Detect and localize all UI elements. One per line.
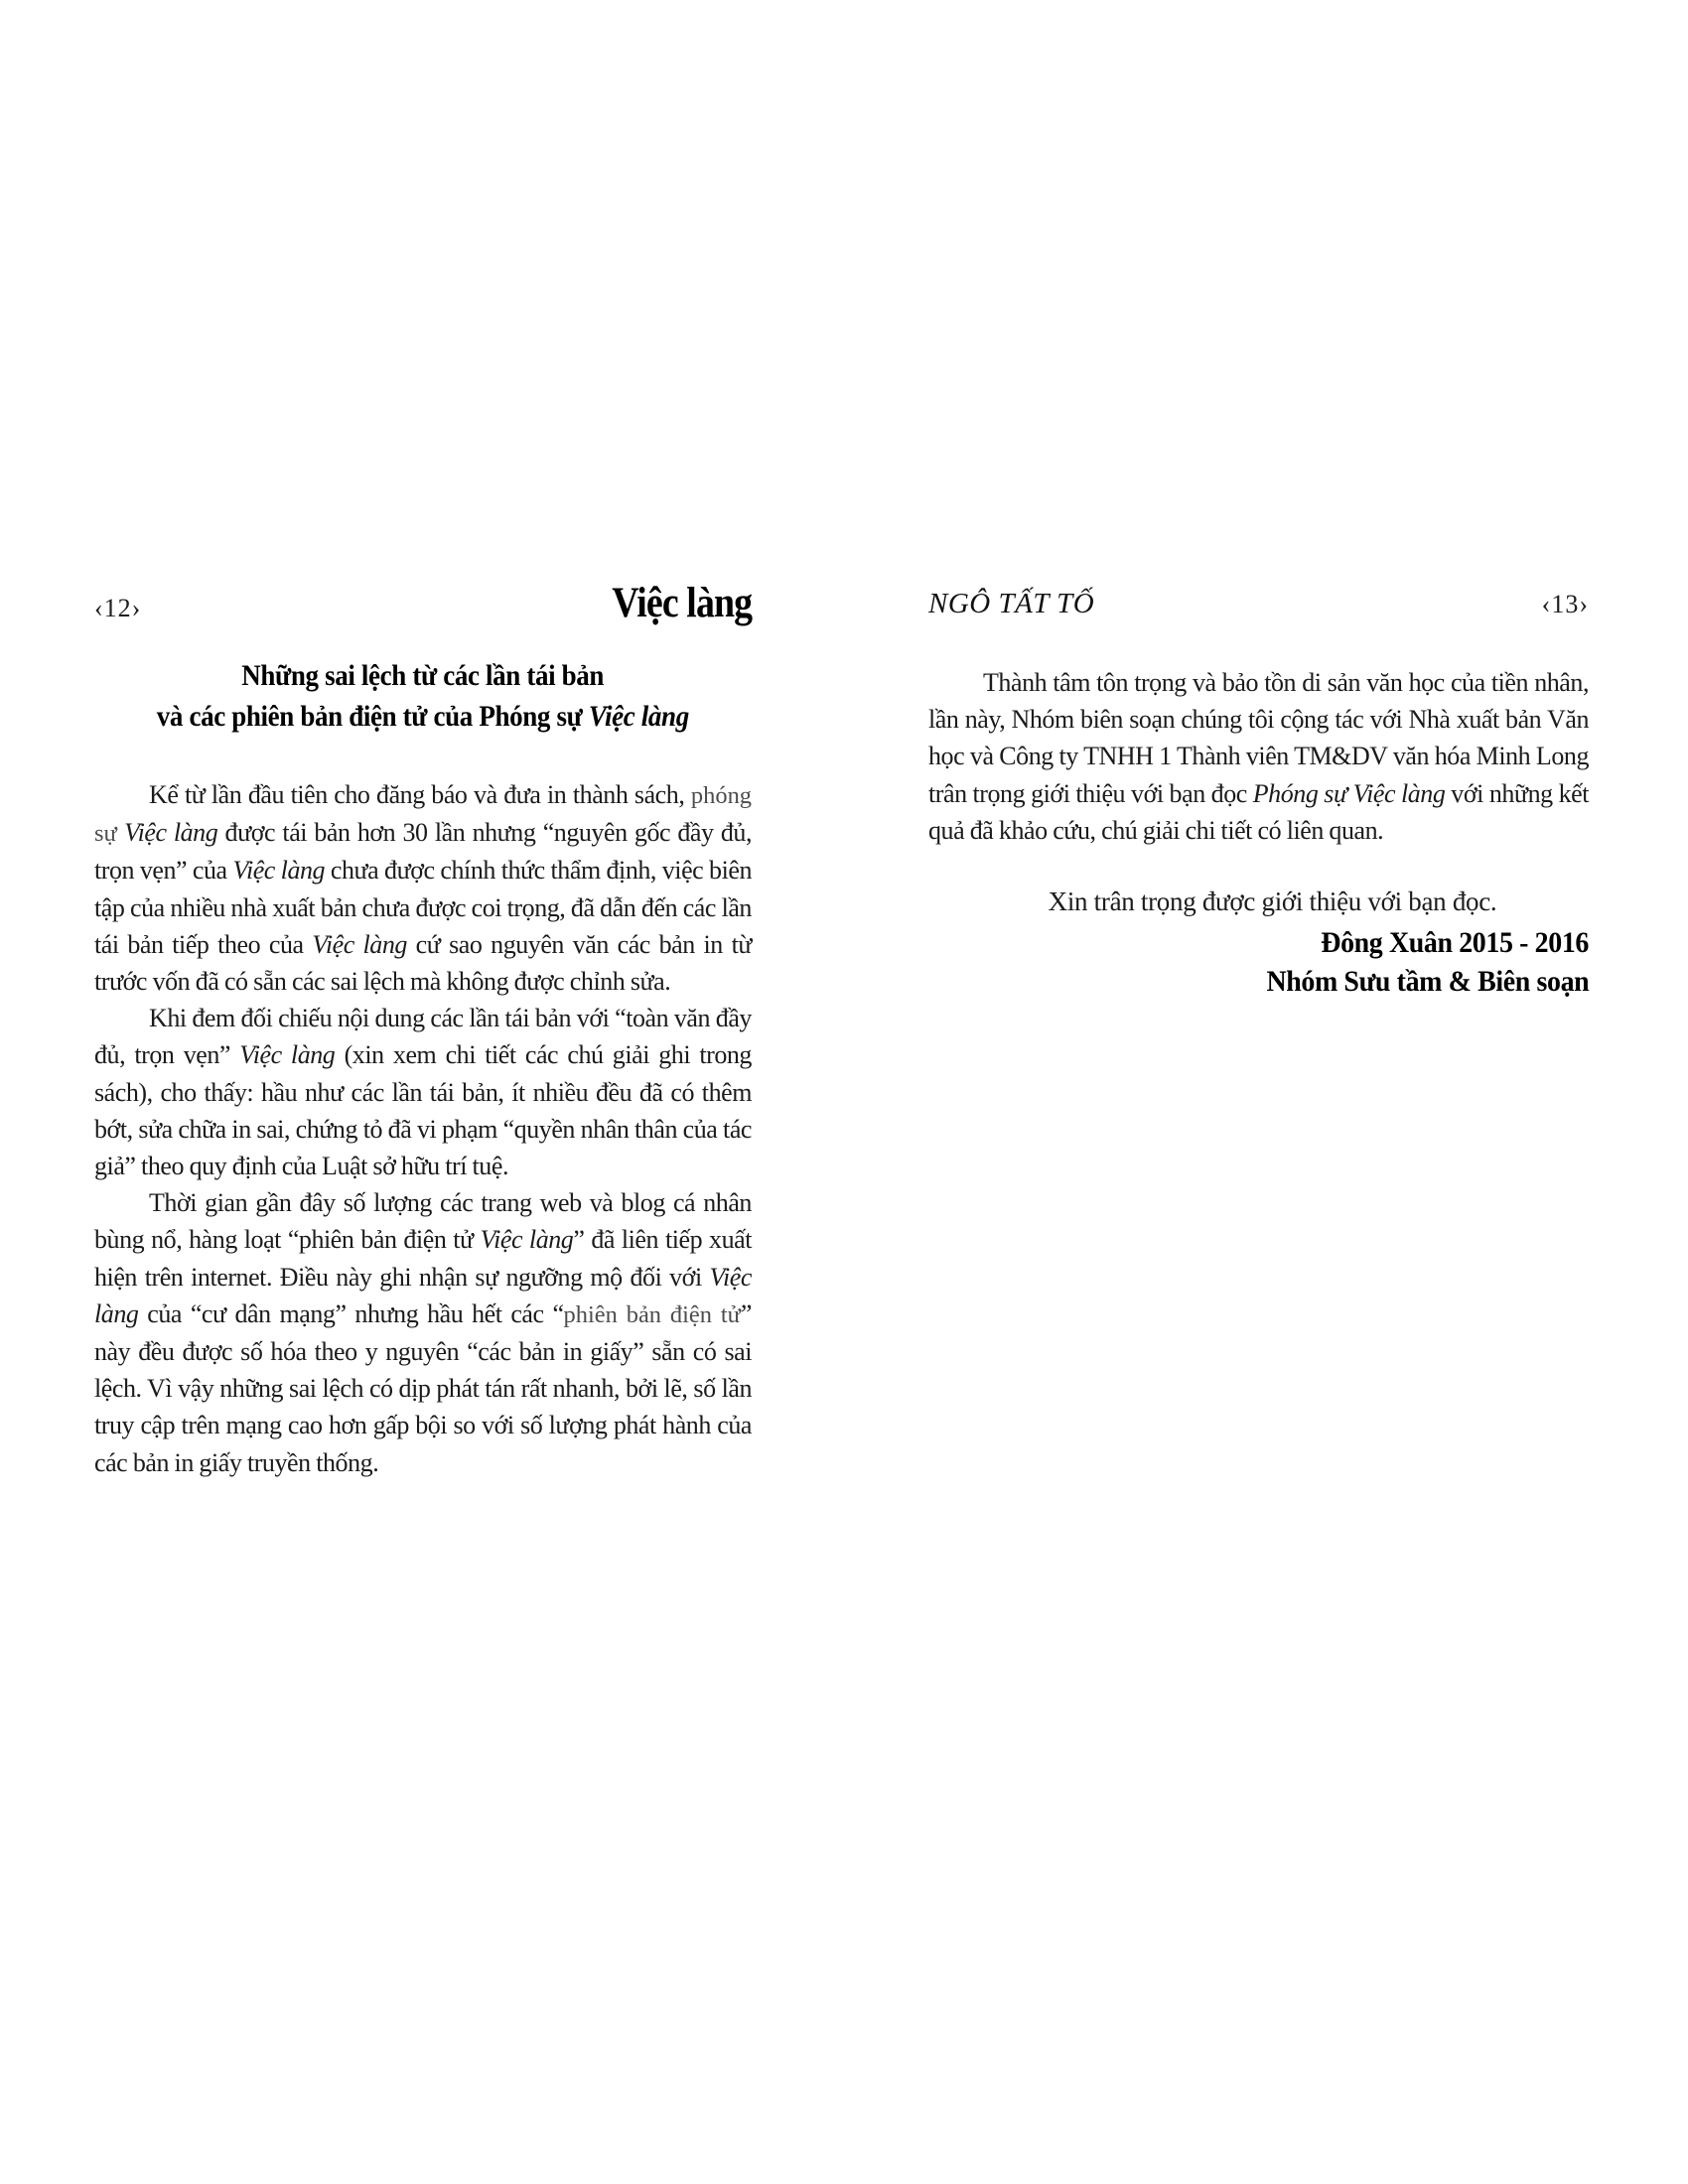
paragraph: Khi đem đối chiếu nội dung các lần tái bản với “toàn văn đầy đủ, trọn vẹn” Việc làng (xin xem chi tiết các chú giải ghi trong sách), cho thấy: hầu như các lần tái bản, ít nhiều đều đã có thêm bớt, sửa chữa in sai, chứng tỏ đã vi phạm “quyền nhân thân của tác giả” theo quy định của Luật sở hữu trí tuệ.	[94, 1004, 752, 1181]
closing-line: Xin trân trọng được giới thiệu với bạn đọc.	[1048, 887, 1497, 916]
section-heading-line2: và các phiên bản điện tử của Phóng sự Việc làng	[156, 700, 690, 733]
paragraph: Thời gian gần đây số lượng các trang web và blog cá nhân bùng nổ, hàng loạt “phiên bản điện tử Việc làng” đã liên tiếp xuất hiện trên internet. Điều này ghi nhận sự ngưỡng mộ đối với Việc làng của “cư dân mạng” nhưng hầu hết các “phiên bản điện tử” này đều được số hóa theo y nguyên “các bản in giấy” sẵn có sai lệch. Vì vậy những sai lệch có dịp phát tán rất nhanh, bởi lẽ, số lần truy cập trên mạng cao hơn gấp bội so với số lượng phát hành của các bản in giấy truyền thống.	[94, 1188, 753, 1477]
paragraph: Kể từ lần đầu tiên cho đăng báo và đưa in thành sách, phóng sự Việc làng được tái bản hơn 30 lần nhưng “nguyên gốc đầy đủ, trọn vẹn” của Việc làng chưa được chính thức thẩm định, việc biên tập của nhiều nhà xuất bản chưa được coi trọng, đã dẫn đến các lần tái bản tiếp theo của Việc làng cứ sao nguyên văn các bản in từ trước vốn đã có sẵn các sai lệch mà không được chỉnh sửa.	[94, 780, 752, 997]
left-page-body	[94, 776, 752, 1481]
signature-date: Đông Xuân 2015 - 2016	[1321, 926, 1589, 959]
running-title-left	[94, 580, 752, 626]
page-number-right: ‹13›	[1541, 590, 1589, 618]
section-heading	[94, 655, 752, 737]
right-page-body	[928, 664, 1589, 849]
signature-author: Nhóm Sưu tầm & Biên soạn	[1266, 965, 1589, 998]
paragraph: Thành tâm tôn trọng và bảo tồn di sản văn học của tiền nhân, lần này, Nhóm biên soạn chúng tôi cộng tác với Nhà xuất bản Văn học và Công ty TNHH 1 Thành viên TM&DV văn hóa Minh Long trân trọng giới thiệu với bạn đọc Phóng sự Việc làng với những kết quả đã khảo cứu, chú giải chi tiết có liên quan.	[928, 668, 1589, 845]
running-title-right: NGÔ TẤT TỐ	[928, 588, 1095, 619]
section-heading-line1: Những sai lệch từ các lần tái bản	[241, 659, 605, 692]
signature-block	[928, 923, 1589, 1001]
page-number-left: ‹12›	[94, 594, 142, 622]
running-title-left-text: Việc làng	[612, 580, 752, 626]
